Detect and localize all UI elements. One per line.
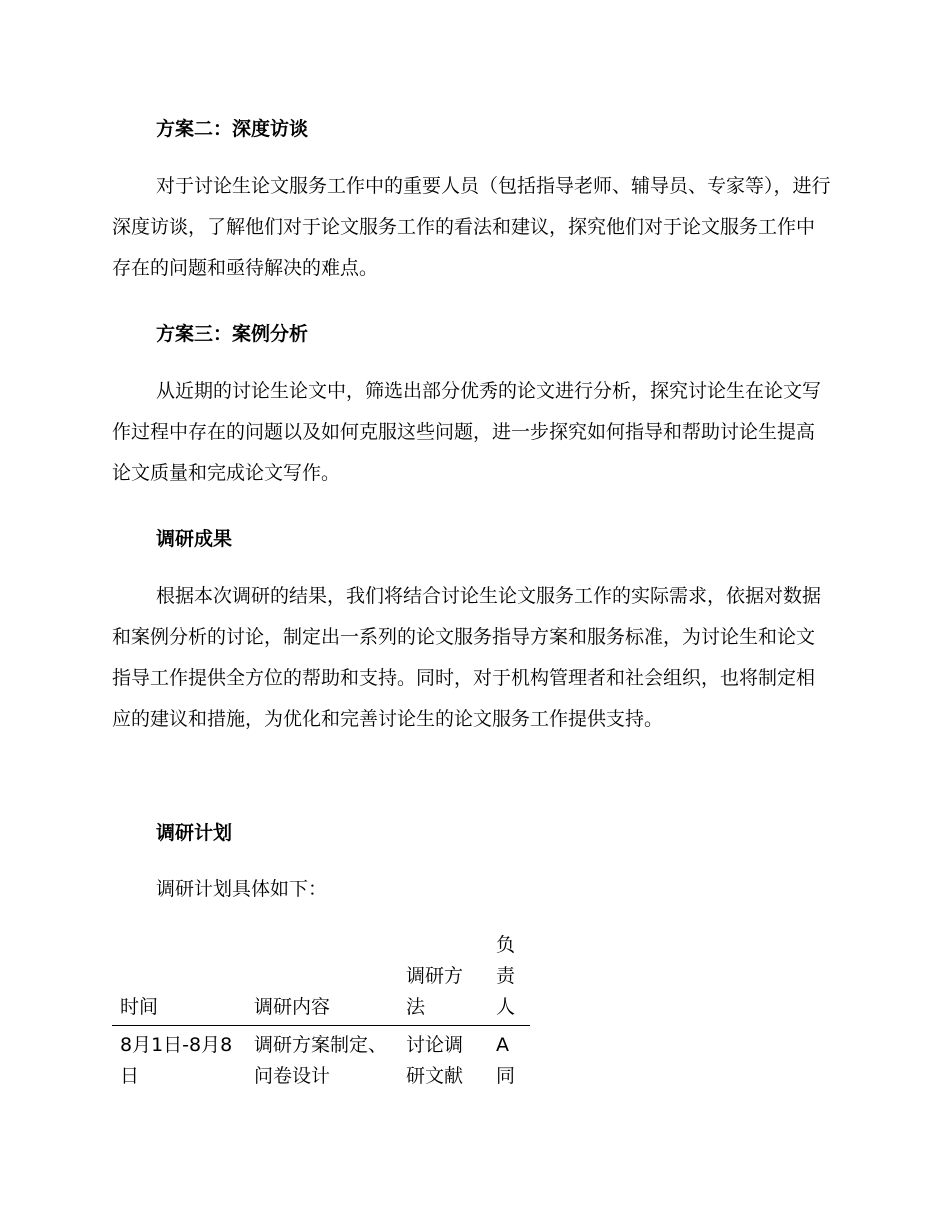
table-row: [112, 1026, 530, 1093]
section-heading-results: 调研成果: [156, 528, 233, 550]
header-time: 时间: [112, 930, 246, 1026]
cell-content: 调研方案制定、问卷设计: [254, 1034, 388, 1087]
section-heading-interview: 方案二：深度访谈: [156, 118, 309, 140]
header-content: 调研内容: [246, 930, 398, 1026]
paragraph-results: 根据本次调研的结果，我们将结合讨论生论文服务工作的实际需求，依据对数据和案例分析的讨论，制定出一系列的论文服务指导方案和服务标准，为讨论生和论文指导工作提供全方位的帮助和支持。同时，对于机构管理者和社会组织，也将制定相应的建议和措施，为优化和完善讨论生的论文服务工作提供支持。: [112, 585, 822, 730]
paragraph-interview: 对于讨论生论文服务工作中的重要人员（包括指导老师、辅导员、专家等），进行深度访谈，了解他们对于论文服务工作的看法和建议，探究他们对于论文服务工作中存在的问题和亟待解决的难点。: [112, 175, 831, 279]
plan-table: [112, 930, 530, 1092]
cell-method: 讨论调研文献: [406, 1034, 464, 1087]
cell-owner: A同: [496, 1034, 516, 1087]
header-owner: 负责人: [488, 930, 530, 1026]
plan-intro-text: 调研计划具体如下：: [156, 878, 328, 900]
section-heading-plan: 调研计划: [156, 822, 233, 844]
section-heading-case-analysis: 方案三：案例分析: [156, 323, 309, 345]
cell-time: 8月1日-8月8日: [120, 1034, 233, 1087]
table-header-row: [112, 930, 530, 1026]
header-method: 调研方法: [398, 930, 488, 1026]
paragraph-case-analysis: 从近期的讨论生论文中，筛选出部分优秀的论文进行分析，探究讨论生在论文写作过程中存在的问题以及如何克服这些问题，进一步探究如何指导和帮助讨论生提高论文质量和完成论文写作。: [112, 380, 822, 484]
